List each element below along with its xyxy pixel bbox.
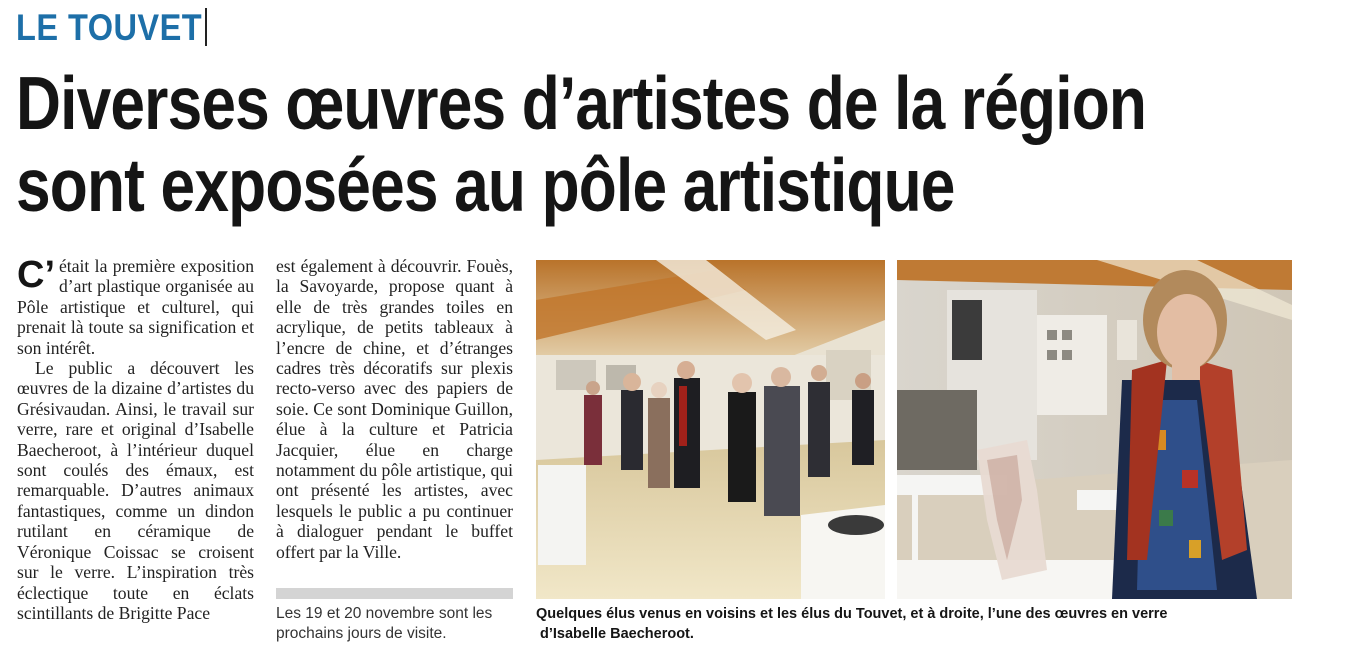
photo-caption [536, 604, 1296, 644]
article-column-2 [276, 256, 513, 562]
intro-text: était la première exposition d’art plastique organisée au Pôle artistique et culturel, qui prenait là toute sa signification et son intérêt. [17, 256, 254, 358]
headline-line-1: Diverses œuvres d’artistes de la région [16, 61, 1147, 145]
visit-note: Les 19 et 20 novembre sont les prochains jours de visite. [276, 605, 493, 642]
photo-glass-artwork [897, 260, 1292, 599]
caption-line-1: Quelques élus venus en voisins et les élus du Touvet, et à droite, l’une des œuvres en verre [536, 606, 1168, 622]
headline-line-2: sont exposées au pôle artistique [16, 143, 955, 227]
paragraph-intro [17, 256, 254, 358]
section-rubric: LE TOUVET [16, 7, 203, 48]
rubric-divider [205, 8, 207, 46]
drop-cap: C’ [17, 254, 55, 296]
paragraph-continued: est également à découvrir. Fouès, la Savoyarde, propose quant à elle de très grandes toiles en acrylique, de petits tableaux à l’encre de chine, et d’étranges cadres très décoratifs sur plexis recto-verso avec des papiers de soie. Ce sont Dominique Guillon, élue à la culture et Patricia Jacquier, élue en charge notamment du pôle artistique, qui ont présenté les artistes, avec lesquels le public a pu continuer à dialoguer pendant le buffet offert par la Ville. [276, 256, 513, 562]
photo-exhibition-visitors [536, 260, 885, 599]
article-column-1 [17, 256, 254, 623]
note-rule [276, 588, 513, 599]
headline [16, 62, 1178, 226]
paragraph-artists: Le public a découvert les œuvres de la dizaine d’artistes du Grésivaudan. Ainsi, le travail sur verre, rare et original d’Isabelle Baecheroot, à l’intérieur duquel sont coulés des émaux, est remarquable. D’autres animaux fantastiques, comme un dindon rutilant en céramique de Véronique Coissac se croisent sur le verre. L’inspiration très éclectique toute en éclats scintillants de Brigitte Pace [17, 358, 254, 623]
caption-line-2: d’Isabelle Baecheroot. [540, 626, 694, 642]
